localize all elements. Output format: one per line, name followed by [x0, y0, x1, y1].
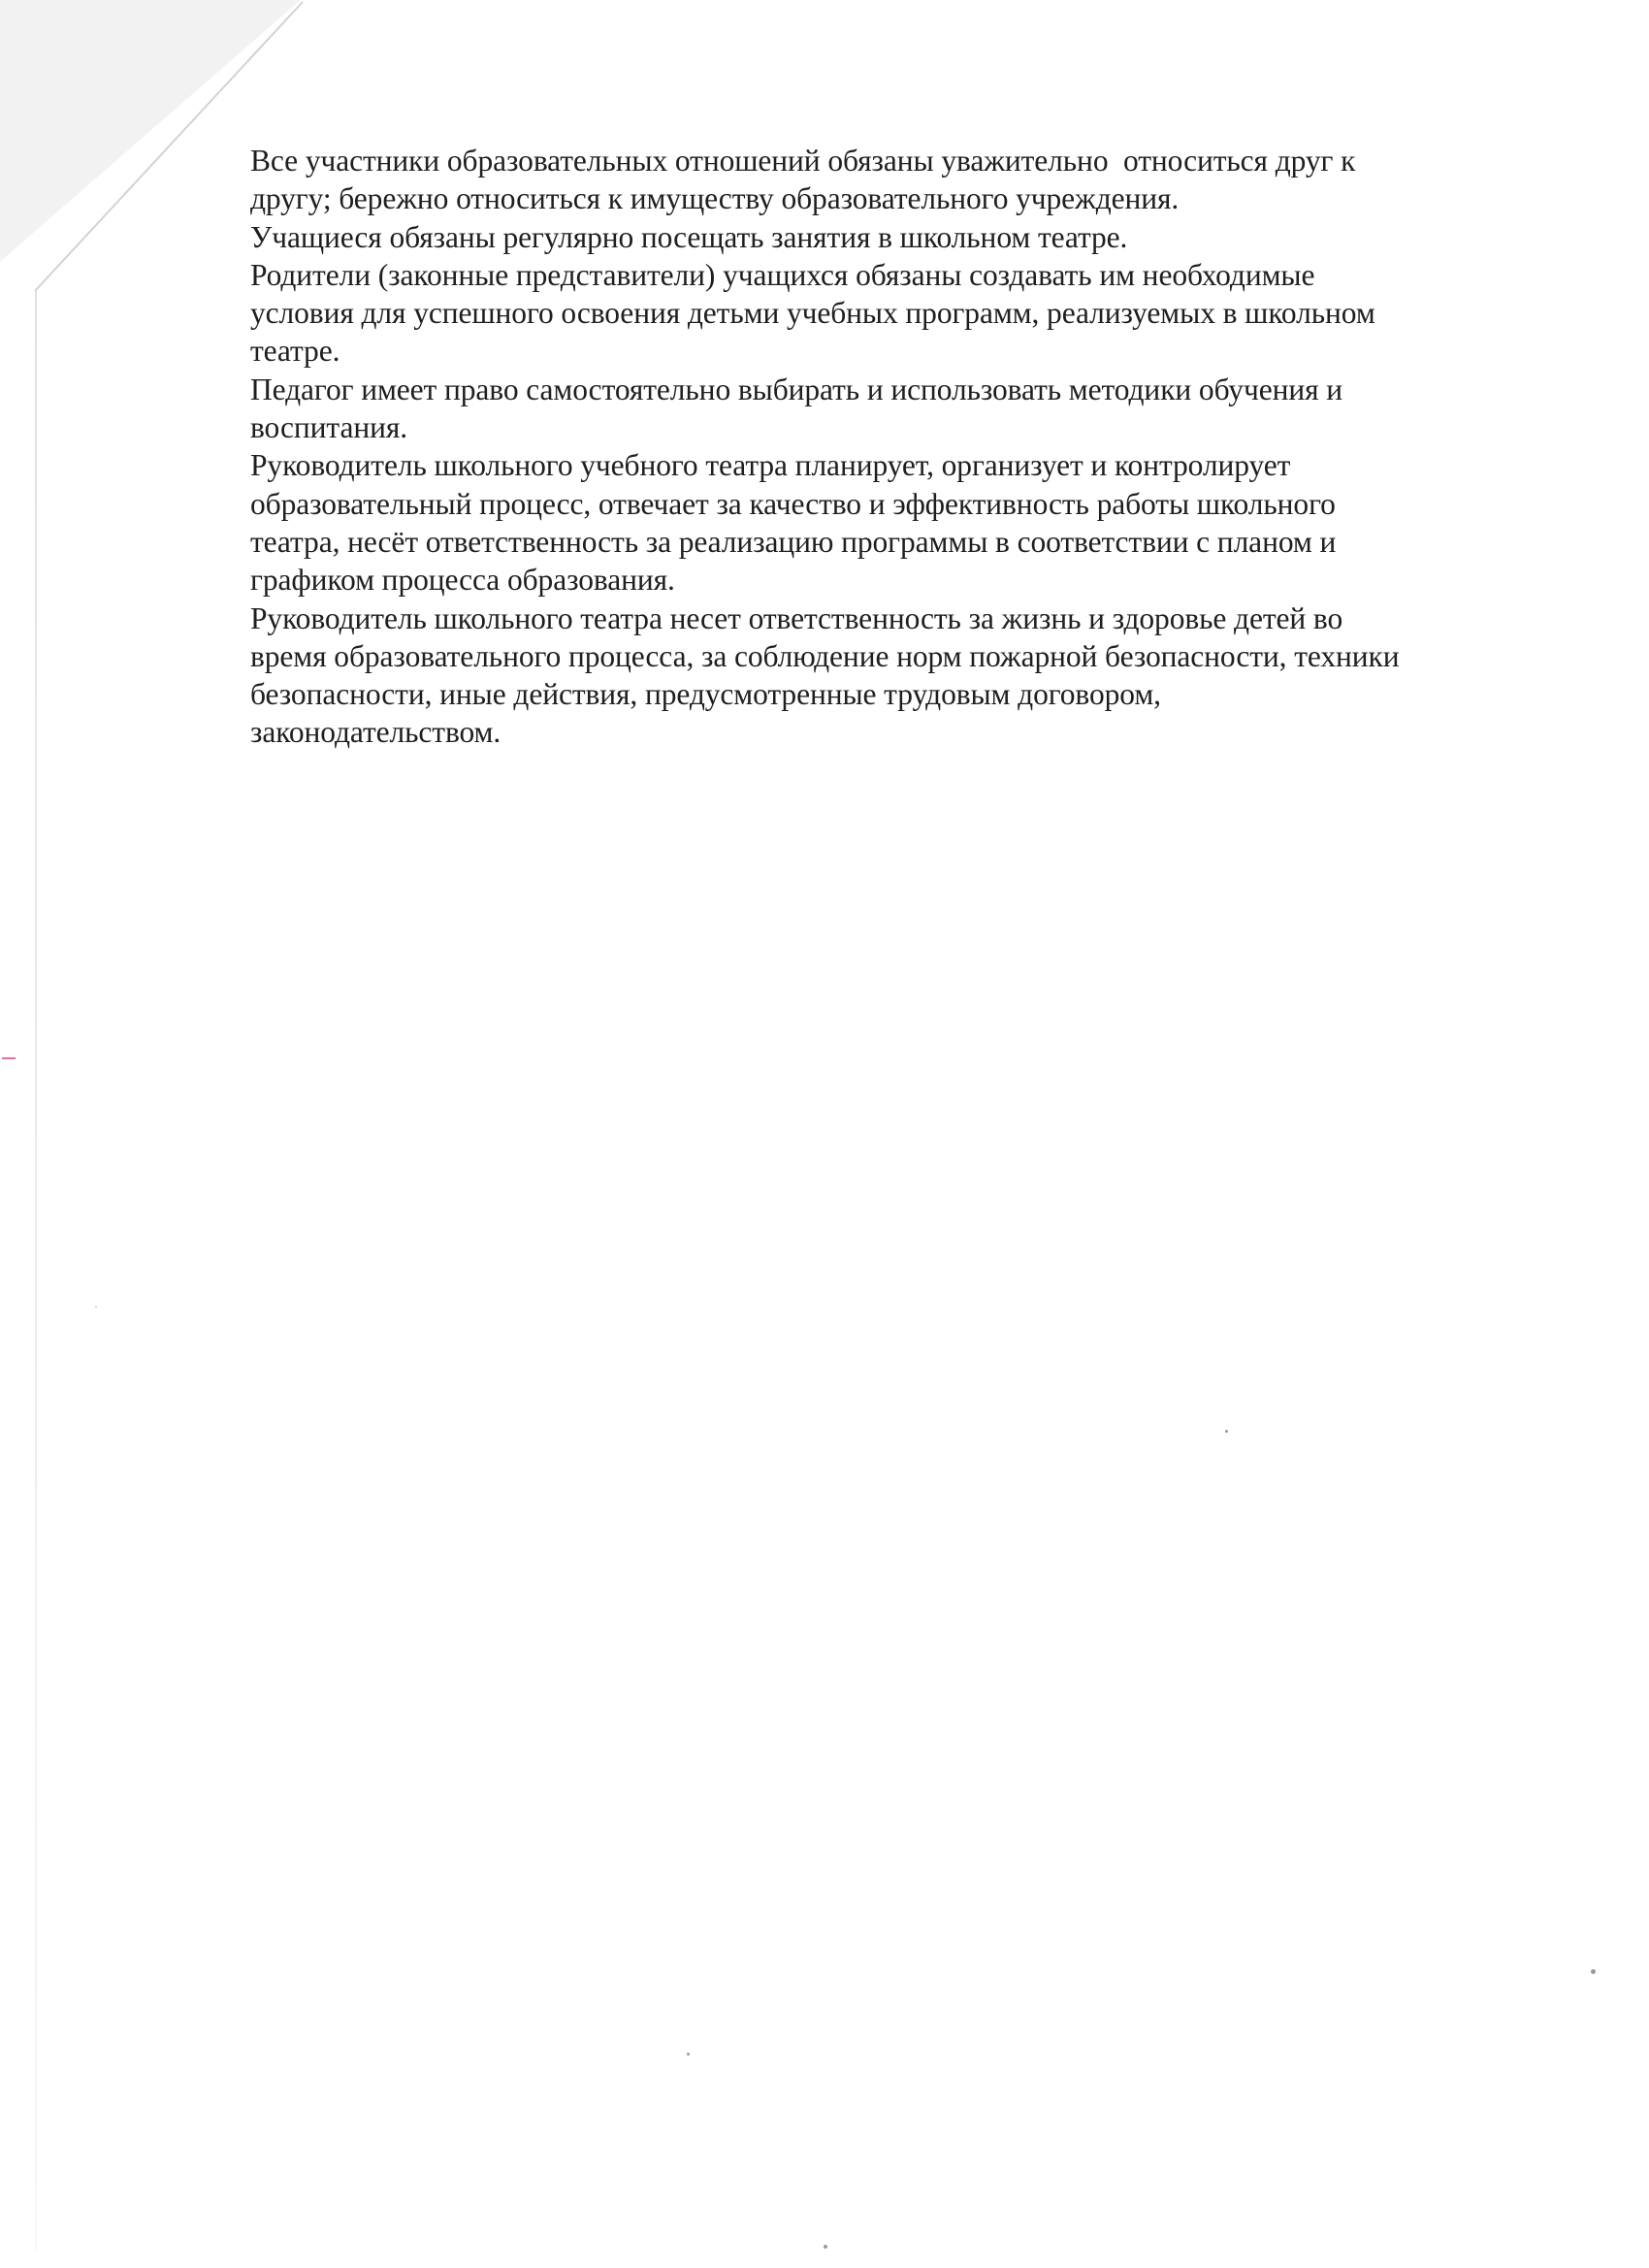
text-line: безопасности, иные действия, предусмотренные трудовым договором,: [250, 677, 1161, 712]
text-line: театре.: [250, 334, 340, 369]
scan-speck: [95, 1306, 97, 1308]
scan-speck: [824, 2245, 827, 2249]
scan-left-edge: [35, 291, 37, 2251]
text-line: образовательный процесс, отвечает за качество и эффективность работы школьного: [250, 486, 1336, 521]
document-body: [250, 142, 1511, 752]
text-line: Родители (законные представители) учащихся обязаны создавать им необходимые: [250, 257, 1315, 292]
text-line: время образовательного процесса, за соблюдение норм пожарной безопасности, техники: [250, 638, 1400, 673]
margin-mark: [2, 1057, 16, 1059]
text-line: другу; бережно относиться к имуществу образовательного учреждения.: [250, 181, 1180, 216]
text-line: графиком процесса образования.: [250, 563, 675, 598]
text-line: Педагог имеет право самостоятельно выбирать и использовать методики обучения и: [250, 372, 1343, 406]
text-line: Руководитель школьного учебного театра планирует, организует и контролирует: [250, 448, 1291, 483]
text-line: театра, несёт ответственность за реализацию программы в соответствии с планом и: [250, 524, 1337, 559]
scan-speck: [1225, 1430, 1228, 1433]
scan-speck: [687, 2053, 690, 2056]
text-line: Руководитель школьного театра несет ответственность за жизнь и здоровье детей во: [250, 600, 1343, 635]
text-line: воспитания.: [250, 410, 407, 445]
scan-speck: [1591, 1969, 1596, 1974]
text-line: Учащиеся обязаны регулярно посещать занятия в школьном театре.: [250, 219, 1128, 254]
text-line: условия для успешного освоения детьми учебных программ, реализуемых в школьном: [250, 296, 1375, 331]
text-line: законодательством.: [250, 715, 501, 750]
text-line: Все участники образовательных отношений обязаны уважительно относиться друг к: [250, 144, 1356, 178]
